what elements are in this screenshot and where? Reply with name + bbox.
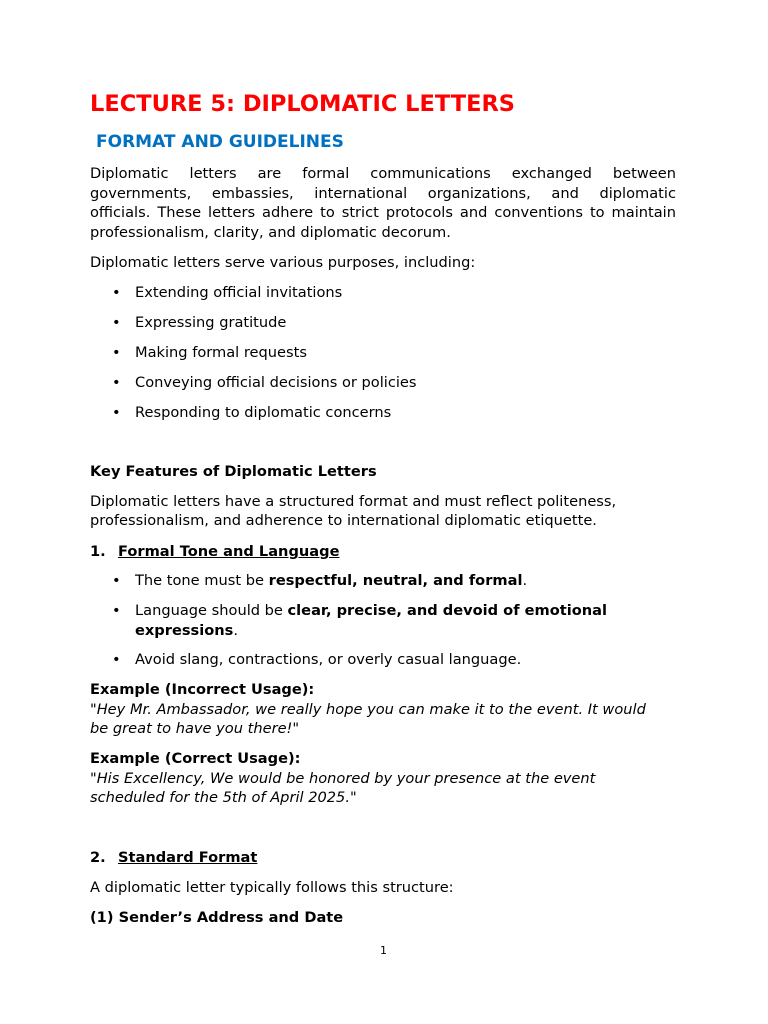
list-item: Making formal requests xyxy=(135,344,307,361)
list-item: Avoid slang, contractions, or overly casual language. xyxy=(135,651,522,668)
example-correct-line: "His Excellency, We would be honored by your presence at the event xyxy=(90,770,596,787)
bullet-icon: • xyxy=(112,344,121,361)
intro-line: professionalism, clarity, and diplomatic decorum. xyxy=(90,223,451,241)
key-features-line: professionalism, and adherence to international diplomatic etiquette. xyxy=(90,512,597,529)
example-correct-line: scheduled for the 5th of April 2025." xyxy=(90,789,357,806)
section2-number: 2. xyxy=(90,849,106,866)
key-features-heading: Key Features of Diplomatic Letters xyxy=(90,463,377,480)
page-number: 1 xyxy=(380,944,387,957)
key-features-line: Diplomatic letters have a structured format and must reflect politeness, xyxy=(90,493,617,510)
bold-run: clear, precise, and devoid of emotional xyxy=(287,602,608,619)
list-item xyxy=(135,601,607,621)
intro-paragraph xyxy=(90,164,676,242)
list-item: Expressing gratitude xyxy=(135,314,287,331)
bullet-icon: • xyxy=(112,314,121,331)
text-run: The tone must be xyxy=(135,572,269,589)
bullet-icon: • xyxy=(112,572,121,589)
list-item: Conveying official decisions or policies xyxy=(135,374,417,391)
example-incorrect-line: be great to have you there!" xyxy=(90,720,300,737)
text-run: . xyxy=(233,622,238,639)
bullet-icon: • xyxy=(112,651,121,668)
list-item: Responding to diplomatic concerns xyxy=(135,404,392,421)
bold-run: respectful, neutral, and formal xyxy=(268,572,523,589)
bold-run: expressions xyxy=(135,622,234,639)
bullet-icon: • xyxy=(112,284,121,301)
intro-line: governments, embassies, international organizations, and diplomatic xyxy=(90,184,676,202)
example-correct-label: Example (Correct Usage): xyxy=(90,750,301,767)
list-item: Extending official invitations xyxy=(135,284,343,301)
section2-subheading: (1) Sender’s Address and Date xyxy=(90,909,344,926)
text-run: . xyxy=(522,572,528,589)
list-item-continuation xyxy=(135,621,238,641)
page-subtitle: FORMAT AND GUIDELINES xyxy=(96,132,344,152)
list-item xyxy=(135,571,527,591)
example-incorrect-line: "Hey Mr. Ambassador, we really hope you can make it to the event. It would xyxy=(90,701,646,718)
intro-line: Diplomatic letters are formal communications exchanged between xyxy=(90,165,676,182)
section1-heading: Formal Tone and Language xyxy=(118,543,340,560)
bullet-icon: • xyxy=(112,374,121,391)
text-run: Language should be xyxy=(135,602,288,619)
intro-line: officials. These letters adhere to strict protocols and conventions to maintain xyxy=(90,204,676,221)
page-title: LECTURE 5: DIPLOMATIC LETTERS xyxy=(90,91,515,117)
bullet-icon: • xyxy=(112,602,121,619)
section2-intro: A diplomatic letter typically follows this structure: xyxy=(90,879,454,896)
section2-heading: Standard Format xyxy=(118,849,258,866)
bullet-icon: • xyxy=(112,404,121,421)
section1-number: 1. xyxy=(90,543,106,560)
example-incorrect-label: Example (Incorrect Usage): xyxy=(90,681,315,698)
purposes-intro: Diplomatic letters serve various purposes, including: xyxy=(90,254,476,271)
